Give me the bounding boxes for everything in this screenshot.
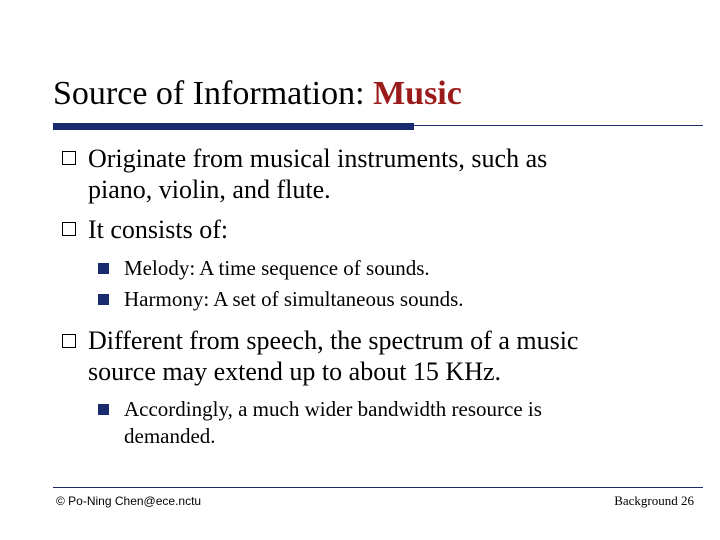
footer-copyright: © Po-Ning Chen@ece.nctu — [56, 494, 202, 508]
hollow-square-icon — [62, 222, 76, 236]
bullet-1-line-2: piano, violin, and flute. — [88, 175, 331, 204]
hollow-square-icon — [62, 151, 76, 165]
filled-square-icon — [98, 263, 109, 274]
bullet-3-line-2: source may extend up to about 15 KHz. — [88, 357, 502, 386]
filled-square-icon — [98, 404, 109, 415]
footer-page-label: Background 26 — [614, 493, 694, 508]
bullet-1-line-1: Originate from musical instruments, such as — [88, 144, 548, 173]
sub-bullet-bandwidth-line-2: demanded. — [124, 424, 216, 448]
filled-square-icon — [98, 294, 109, 305]
title-prefix: Source of Information: — [53, 75, 374, 112]
sub-bullet-harmony: Harmony: A set of simultaneous sounds. — [124, 287, 464, 311]
sub-bullet-melody: Melody: A time sequence of sounds. — [124, 256, 430, 280]
title-accent: Music — [373, 75, 462, 112]
hollow-square-icon — [62, 334, 76, 348]
slide-title — [53, 74, 462, 114]
footer-rule — [53, 487, 703, 488]
sub-bullet-bandwidth-line-1: Accordingly, a much wider bandwidth resource is — [124, 397, 542, 421]
title-rule-accent-bar — [53, 123, 414, 130]
bullet-2-line-1: It consists of: — [88, 215, 229, 244]
bullet-3-line-1: Different from speech, the spectrum of a music — [88, 326, 579, 355]
